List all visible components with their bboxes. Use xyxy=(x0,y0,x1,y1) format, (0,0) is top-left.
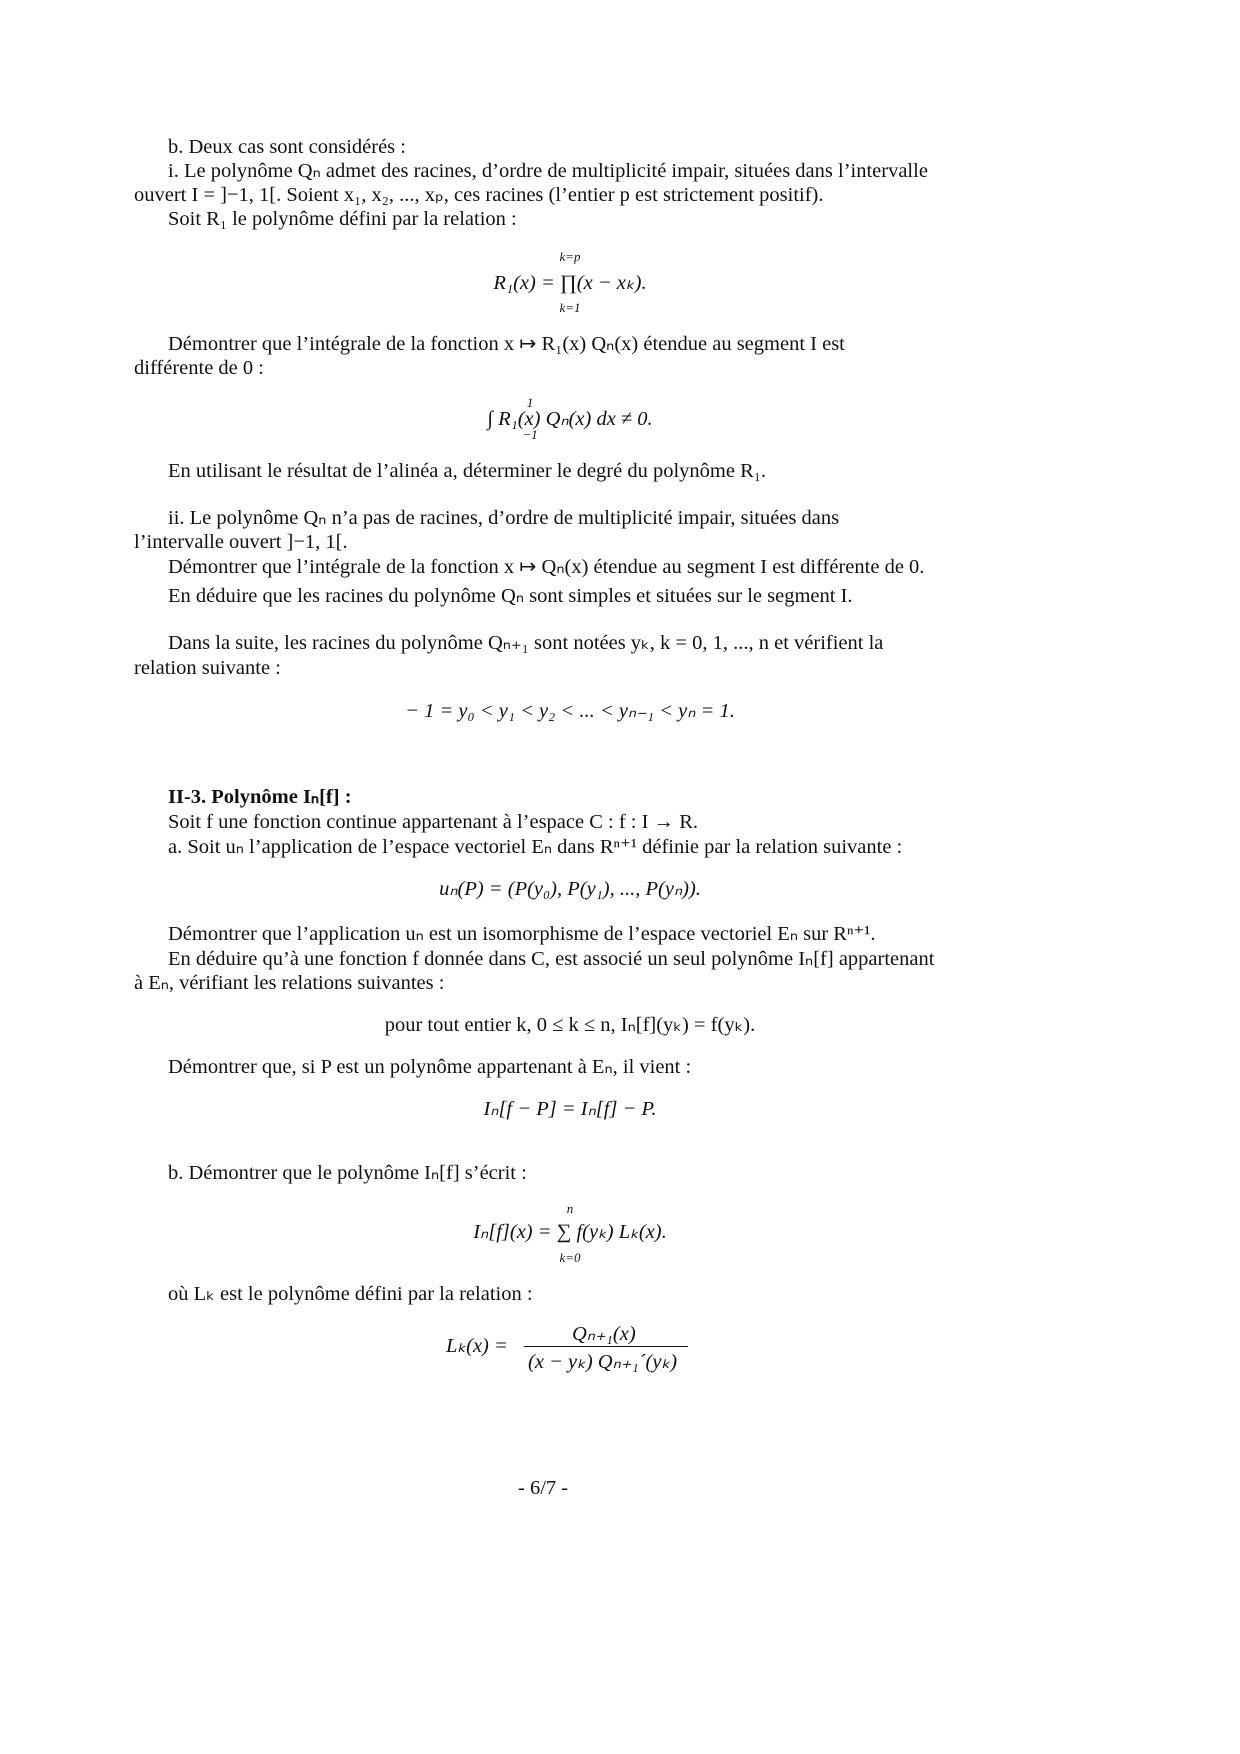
eq-upper-limit: n xyxy=(566,1201,574,1216)
text-line: b. Deux cas sont considérés : xyxy=(168,136,406,158)
text-line: Soit R₁ le polynôme défini par la relation : xyxy=(168,208,517,230)
equation-interp: pour tout entier k, 0 ≤ k ≤ n, Iₙ[f](yₖ) = f(yₖ). xyxy=(384,1014,756,1036)
text-line: Soit f une fonction continue appartenant à l’espace C : f : I → R. xyxy=(168,811,698,833)
text-line: En déduire qu’à une fonction f donnée dans C, est associé un seul polynôme Iₙ[f] appartenant xyxy=(168,948,935,970)
text-line: Démontrer que l’intégrale de la fonction x ↦ R₁(x) Qₙ(x) étendue au segment I est xyxy=(168,333,845,355)
text-line: b. Démontrer que le polynôme Iₙ[f] s’écrit : xyxy=(168,1162,527,1184)
equation-lagrange-sum: Iₙ[f](x) = ∑ f(yₖ) Lₖ(x). xyxy=(473,1221,667,1243)
text-line: à Eₙ, vérifiant les relations suivantes : xyxy=(134,972,445,994)
eq-numerator: Qₙ₊₁(x) xyxy=(572,1323,636,1345)
text-line: différente de 0 : xyxy=(134,357,264,379)
eq-lhs: Lₖ(x) = xyxy=(446,1335,508,1357)
text-line: ouvert I = ]−1, 1[. Soient x₁, x₂, ..., xₚ, ces racines (l’entier p est strictement positif). xyxy=(134,184,824,206)
text-line: Démontrer que, si P est un polynôme appartenant à Eₙ, il vient : xyxy=(168,1056,692,1078)
eq-lower-limit: k=0 xyxy=(559,1250,581,1265)
eq-lower-limit: −1 xyxy=(522,427,538,442)
text-line: i. Le polynôme Qₙ admet des racines, d’ordre de multiplicité impair, situées dans l’intervalle xyxy=(168,160,928,182)
fraction-bar xyxy=(524,1346,688,1347)
eq-lower-limit: k=1 xyxy=(559,300,581,315)
eq-denominator: (x − yₖ) Qₙ₊₁´(yₖ) xyxy=(528,1351,678,1373)
text-line: l’intervalle ouvert ]−1, 1[. xyxy=(134,531,348,553)
equation-roots: − 1 = y₀ < y₁ < y₂ < ... < yₙ₋₁ < yₙ = 1. xyxy=(405,700,735,722)
text-line: Dans la suite, les racines du polynôme Qₙ₊₁ sont notées yₖ, k = 0, 1, ..., n et vérifient la xyxy=(168,632,884,654)
text-line: Démontrer que l’intégrale de la fonction x ↦ Qₙ(x) étendue au segment I est différente de 0. xyxy=(168,556,925,578)
text-line: a. Soit uₙ l’application de l’espace vectoriel Eₙ dans Rⁿ⁺¹ définie par la relation suivante : xyxy=(168,836,903,858)
page-number: - 6/7 - xyxy=(518,1477,569,1499)
equation-linearity: Iₙ[f − P] = Iₙ[f] − P. xyxy=(483,1098,657,1120)
text-line: En utilisant le résultat de l’alinéa a, déterminer le degré du polynôme R₁. xyxy=(168,460,767,482)
equation-un: uₙ(P) = (P(y₀), P(y₁), ..., P(yₙ)). xyxy=(439,878,701,900)
text-line: En déduire que les racines du polynôme Qₙ sont simples et situées sur le segment I. xyxy=(168,585,853,607)
equation-r1: R₁(x) = ∏(x − xₖ). xyxy=(493,272,647,294)
text-line: Démontrer que l’application uₙ est un isomorphisme de l’espace vectoriel Eₙ sur Rⁿ⁺¹. xyxy=(168,923,876,945)
eq-upper-limit: 1 xyxy=(526,395,534,410)
equation-integral: ∫ R₁(x) Qₙ(x) dx ≠ 0. xyxy=(487,408,653,430)
section-heading: II-3. Polynôme Iₙ[f] : xyxy=(168,786,352,808)
text-line: où Lₖ est le polynôme défini par la relation : xyxy=(168,1283,533,1305)
text-line: relation suivante : xyxy=(134,657,281,679)
eq-upper-limit: k=p xyxy=(559,249,581,264)
text-line: ii. Le polynôme Qₙ n’a pas de racines, d’ordre de multiplicité impair, situées dans xyxy=(168,507,840,529)
